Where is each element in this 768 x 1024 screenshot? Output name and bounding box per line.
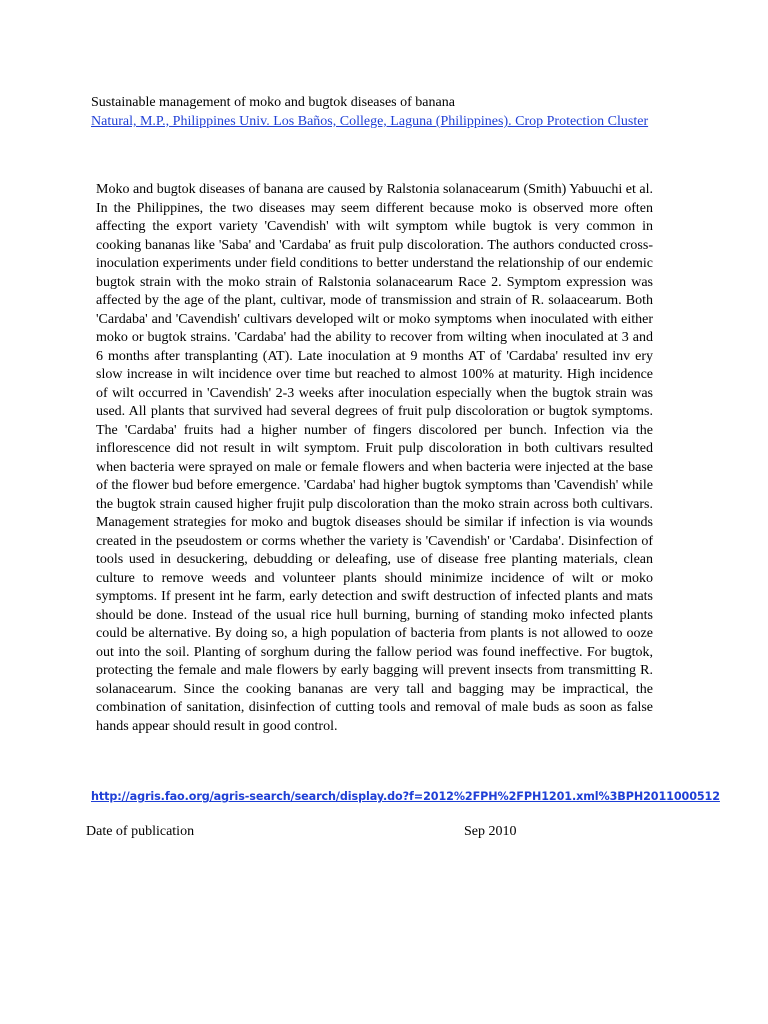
publication-date-value: Sep 2010: [464, 824, 517, 839]
document-title: Sustainable management of moko and bugtok diseases of banana: [91, 95, 455, 110]
author-link[interactable]: Natural, M.P., Philippines Univ. Los Baños, College, Laguna (Philippines). Crop Protection Cluster: [91, 114, 649, 129]
source-url-link[interactable]: http://agris.fao.org/agris-search/search/display.do?f=2012%2FPH%2FPH1201.xml%3BPH2011000512: [91, 790, 720, 803]
abstract-text: Moko and bugtok diseases of banana are caused by Ralstonia solanacearum (Smith) Yabuuchi et al. In the Philippines, the two diseases may seem different because moko is observed more often affecting the export variety 'Cavendish' with wilt symptom while bugtok is very common in cooking bananas like 'Saba' and 'Cardaba' as fruit pulp discoloration. The authors conducted cross-inoculation experiments under field conditions to better understand the relationship of our endemic bugtok strain with the moko strain of Ralstonia solanacearum Race 2. Symptom expression was affected by the age of the plant, cultivar, mode of transmission and strain of R. solaacearum. Both 'Cardaba' and 'Cavendish' cultivars developed wilt or moko symptoms when inoculated with either moko or bugtok strains. 'Cardaba' had the ability to recover from wilting when inoculated at 3 and 6 months after transplanting (AT). Late inoculation at 9 months AT of 'Cardaba' resulted inv ery slow increase in wilt incidence over time but reached to almost 100% at maturity. High incidence of wilt occurred in 'Cavendish' 2-3 weeks after inoculation especially when the bugtok strain was used. All plants that survived had several degrees of fruit pulp discoloration or bugtok symptoms. The 'Cardaba' fruits had a higher number of fingers discolored per bunch. Infection via the inflorescence did not result in wilt symptom. Fruit pulp discoloration in both cultivars resulted when bacteria were sprayed on male or female flowers and when bacteria were injected at the base of the flower bud before emergence. 'Cardaba' had higher bugtok symptoms than 'Cavendish' while the bugtok strain caused higher frujit pulp discoloration than the moko strain across both cultivars. Management strategies for moko and bugtok diseases should be similar if infection is via wounds created in the pseudostem or corms whether the variety is 'Cavendish' or 'Cardaba'. Disinfection of tools used in desuckering, debudding or deleafing, use of disease free planting materials, clean culture to remove weeds and volunteer plants should minimize incidence of wilt or moko symptoms. If present int he farm, early detection and swift destruction of infected plants and mats should be done. Instead of the usual rice hull burning, burning of standing moko infected plants could be alternative. By doing so, a high population of bacteria from plants is not allowed to ooze out into the soil. Planting of sorghum during the fallow period was found ineffective. For bugtok, protecting the female and male flowers by early bagging will prevent insects from transmitting R. solanacearum. Since the cooking bananas are very tall and bagging may be impractical, the combination of sanitation, disinfection of cutting tools and removal of male buds as soon as false hands appear should result in good control.: [96, 182, 653, 734]
publication-date-label: Date of publication: [86, 824, 195, 839]
